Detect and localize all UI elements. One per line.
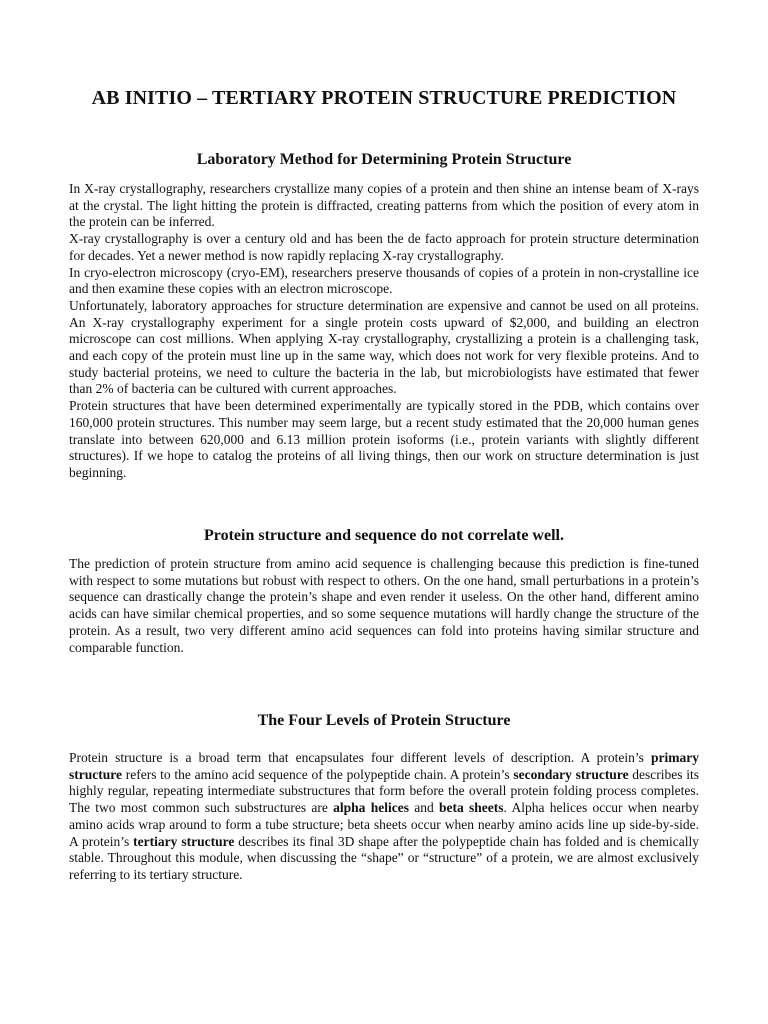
term-beta-sheets: beta sheets xyxy=(439,800,504,816)
paragraph: Protein structures that have been determined experimentally are typically stored in the PDB, which contains over 160,000 protein structures. This number may seem large, but a recent study estimated that the 20,000 human genes translate into between 620,000 and 6.13 million protein isoforms (i.e., protein variants with slightly different structures). If we hope to catalog the proteins of all living things, then our work on structure determination is just beginning. xyxy=(69,398,699,480)
text-run: describes its final 3D shape after the polypeptide chain has folded and is chemically stable. Throughout this module, when discussing the “shape” or “structure” of a protein, we are almost exclusively referring to its tertiary structure. xyxy=(69,833,699,882)
paragraph: In cryo-electron microscopy (cryo-EM), researchers preserve thousands of copies of a protein in non-crystalline ice and then examine these copies with an electron microscope. xyxy=(69,264,699,297)
document-title: AB INITIO – TERTIARY PROTEIN STRUCTURE PREDICTION xyxy=(91,87,677,109)
term-alpha-helices: alpha helices xyxy=(333,800,409,816)
section-heading-structure-sequence: Protein structure and sequence do not correlate well. xyxy=(204,527,564,544)
text-run: refers to the amino acid sequence of the polypeptide chain. A protein’s xyxy=(122,766,514,782)
term-secondary-structure: secondary structure xyxy=(513,766,629,782)
text-run: and xyxy=(408,800,440,816)
section-body-lab-methods xyxy=(69,181,699,482)
paragraph: Unfortunately, laboratory approaches for structure determination are expensive and cannot be used on all proteins. An X-ray crystallography experiment for a single protein costs upward of $2,000, and building an electron microscope can cost millions. When applying X-ray crystallography, crystallizing a protein is a challenging task, and each copy of the protein must line up in the same way, which does not work for very flexible proteins. And to study bacterial proteins, we need to culture the bacteria in the lab, but microbiologists have estimated that fewer than 2% of bacteria can be cultured with current approaches. xyxy=(69,297,699,397)
text-run: . Alpha helices occur when nearby amino acids wrap around to form a tube structure; beta sheets occur when nearby amino acids line up side-by-side. A protein’s xyxy=(69,800,699,849)
term-tertiary-structure: tertiary structure xyxy=(133,833,235,849)
text-run: Protein structure is a broad term that encapsulates four different levels of description. A protein’s xyxy=(69,750,651,765)
paragraph: X-ray crystallography is over a century old and has been the de facto approach for protein structure determination for decades. Yet a newer method is now rapidly replacing X-ray crystallography. xyxy=(69,231,699,263)
text-run: describes its highly regular, repeating intermediate substructures that form before the overall protein folding process completes. The two most common such substructures are xyxy=(69,766,699,816)
section-body-structure-sequence xyxy=(69,556,699,656)
section-heading-four-levels: The Four Levels of Protein Structure xyxy=(257,712,511,729)
section-body-four-levels xyxy=(69,750,699,884)
paragraph-four-levels xyxy=(69,750,699,884)
section-heading-lab-methods: Laboratory Method for Determining Protein Structure xyxy=(196,151,572,168)
paragraph: In X-ray crystallography, researchers crystallize many copies of a protein and then shine an intense beam of X-rays at the crystal. The light hitting the protein is diffracted, creating patterns from which the position of every atom in the protein can be inferred. xyxy=(69,181,699,230)
paragraph: The prediction of protein structure from amino acid sequence is challenging because this prediction is fine-tuned with respect to some mutations but robust with respect to others. On the one hand, small perturbations in a protein’s sequence can drastically change the protein’s shape and even render it useless. On the other hand, different amino acids can have similar chemical properties, and so some sequence mutations will hardly change the structure of the protein. As a result, two very different amino acid sequences can fold into proteins having similar structure and comparable function. xyxy=(69,556,699,655)
term-primary-structure: primary structure xyxy=(69,750,699,782)
